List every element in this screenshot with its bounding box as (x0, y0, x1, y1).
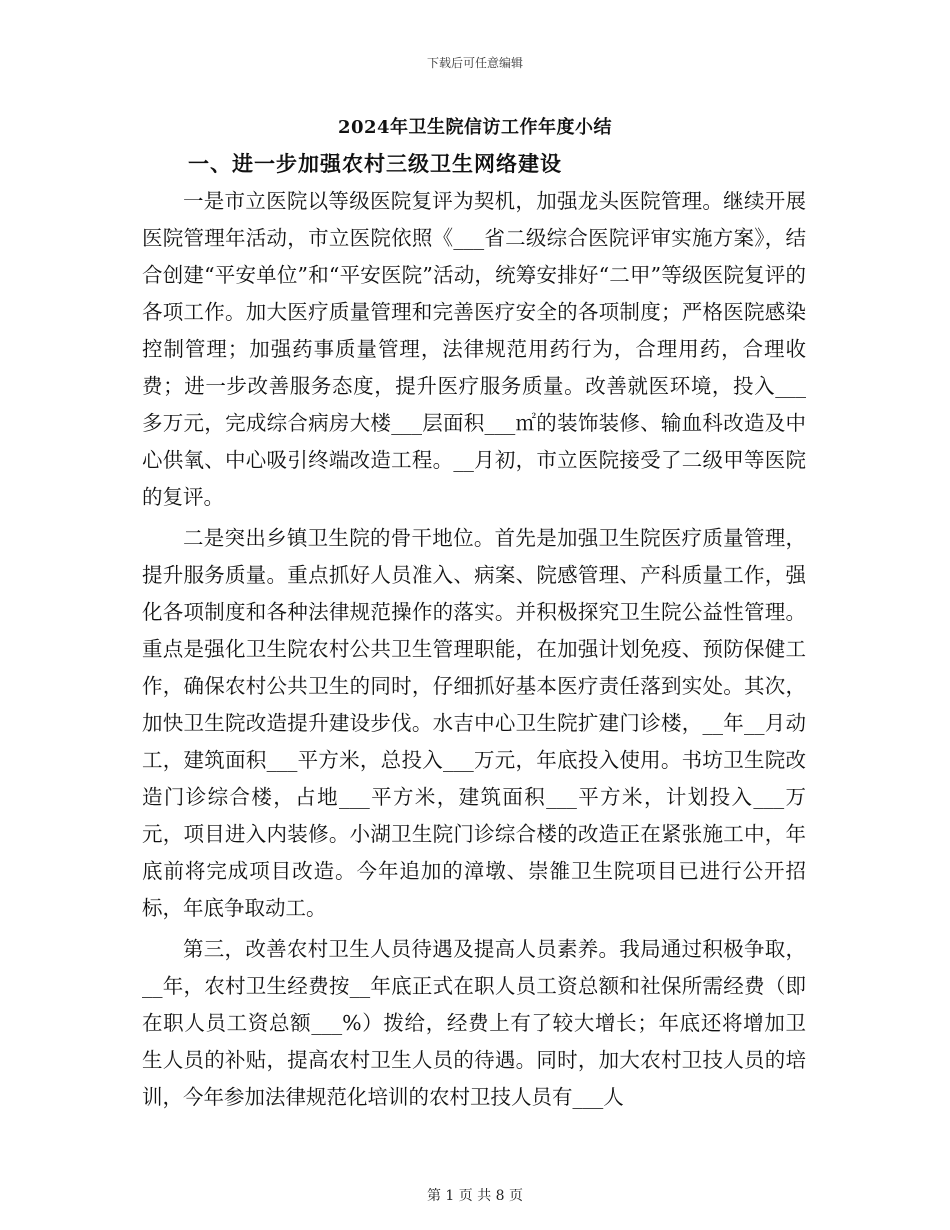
document-title: 2024年卫生院信访工作年度小结 (337, 117, 613, 138)
document-body (142, 183, 806, 1116)
section-heading: 一、进一步加强农村三级卫生网络建设 (188, 151, 562, 176)
paragraph-3: 第三，改善农村卫生人员待遇及提高人员素养。我局通过积极争取，__年，农村卫生经费按__年底正式在职人员工资总额和社保所需经费（即在职人员工资总额___%）拨给，经费上有了较大增长；年底还将增加卫生人员的补贴，提高农村卫生人员的待遇。同时，加大农村卫技人员的培训，今年参加法律规范化培训的农村卫技人员有___人 (142, 937, 806, 1109)
paragraph-2: 二是突出乡镇卫生院的骨干地位。首先是加强卫生院医疗质量管理，提升服务质量。重点抓好人员准入、病案、院感管理、产科质量工作，强化各项制度和各种法律规范操作的落实。并积极探究卫生院公益性管理。重点是强化卫生院农村公共卫生管理职能，在加强计划免疫、预防保健工作，确保农村公共卫生的同时，仔细抓好基本医疗责任落到实处。其次，加快卫生院改造提升建设步伐。水吉中心卫生院扩建门诊楼，__年__月动工，建筑面积___平方米，总投入___万元，年底投入使用。书坊卫生院改造门诊综合楼，占地___平方米，建筑面积___平方米，计划投入___万元，项目进入内装修。小湖卫生院门诊综合楼的改造正在紧张施工中，年底前将完成项目改造。今年追加的漳墩、崇雒卫生院项目已进行公开招标，年底争取动工。 (142, 526, 806, 920)
page-header-note: 下载后可任意编辑 (426, 56, 523, 70)
page-number: 第 1 页 共 8 页 (426, 1188, 524, 1204)
paragraph-1: 一是市立医院以等级医院复评为契机，加强龙头医院管理。继续开展医院管理年活动，市立医院依照《___省二级综合医院评审实施方案》，结合创建“平安单位”和“平安医院”活动，统筹安排好“二甲”等级医院复评的各项工作。加大医疗质量管理和完善医疗安全的各项制度；严格医院感染控制管理；加强药事质量管理，法律规范用药行为，合理用药，合理收费；进一步改善服务态度，提升医疗服务质量。改善就医环境，投入___多万元，完成综合病房大楼___层面积___㎡的装饰装修、输血科改造及中心供氧、中心吸引终端改造工程。__月初，市立医院接受了二级甲等医院的复评。 (142, 189, 806, 509)
